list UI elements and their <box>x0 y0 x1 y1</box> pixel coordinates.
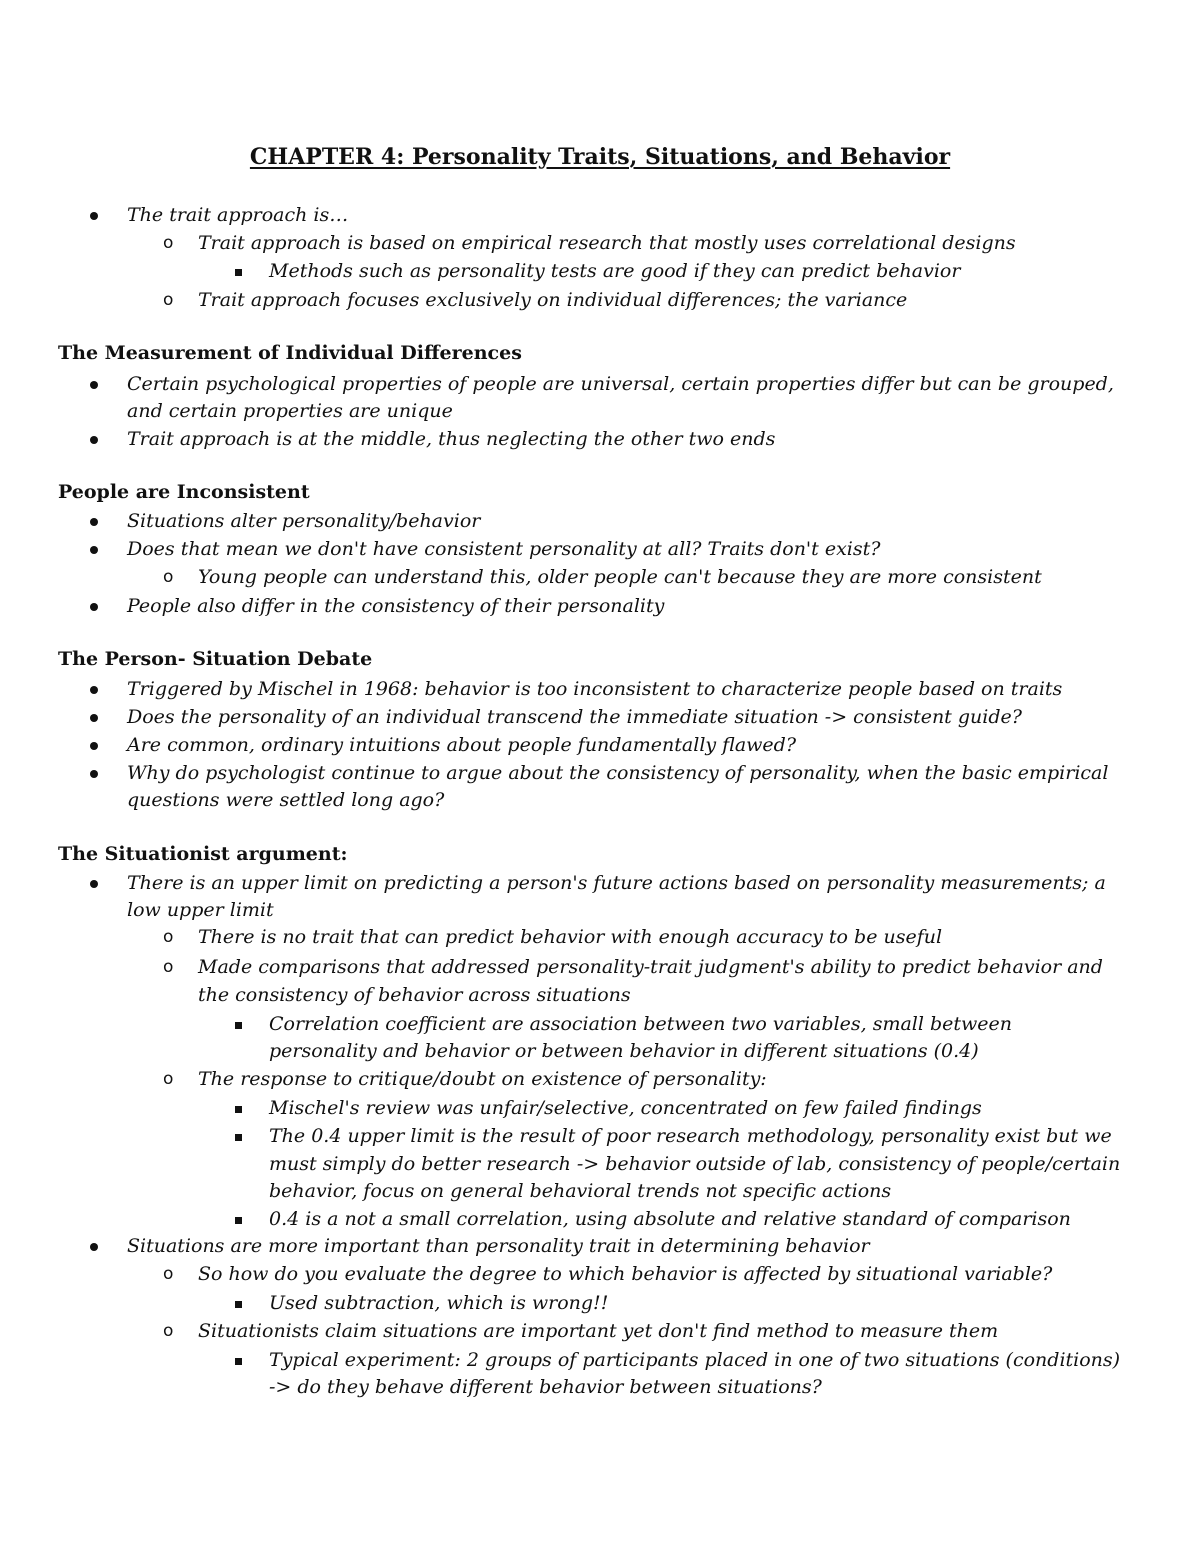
list-item: Does the personality of an individual transcend the immediate situation -> consistent guide? <box>127 706 1022 728</box>
square-bullet-icon <box>235 1095 242 1122</box>
page-title: CHAPTER 4: Personality Traits, Situations, and Behavior <box>249 144 951 170</box>
circle-bullet-icon: o <box>163 290 174 310</box>
list-item: Typical experiment: 2 groups of participants placed in one of two situations (conditions) <box>269 1349 1121 1371</box>
list-item-continuation: low upper limit <box>127 899 274 921</box>
circle-bullet-icon: o <box>163 567 174 587</box>
circle-bullet-icon: o <box>163 1264 174 1284</box>
list-item: Methods such as personality tests are good if they can predict behavior <box>269 260 961 282</box>
list-item: Made comparisons that addressed personality-trait judgment's ability to predict behavior and <box>198 956 1103 978</box>
circle-bullet-icon: o <box>163 1321 174 1341</box>
list-item: Correlation coefficient are association between two variables, small between <box>269 1013 1013 1035</box>
list-item: Certain psychological properties of people are universal, certain properties differ but can be grouped, <box>127 373 1114 395</box>
section-heading: The Situationist argument: <box>58 843 348 865</box>
list-item-continuation: personality and behavior or between behavior in different situations (0.4) <box>269 1040 979 1062</box>
bullet-icon <box>90 760 98 787</box>
square-bullet-icon <box>235 1290 242 1317</box>
list-item: Situationists claim situations are important yet don't find method to measure them <box>198 1320 999 1342</box>
list-item: There is an upper limit on predicting a person's future actions based on personality measurements; a <box>127 872 1106 894</box>
bullet-icon <box>90 202 98 229</box>
list-item-continuation: -> do they behave different behavior between situations? <box>269 1376 822 1398</box>
list-item-continuation: behavior, focus on general behavioral trends not specific actions <box>269 1180 892 1202</box>
bullet-icon <box>90 536 98 563</box>
list-item: Young people can understand this, older people can't because they are more consistent <box>198 566 1042 588</box>
circle-bullet-icon: o <box>163 233 174 253</box>
list-item: Used subtraction, which is wrong!! <box>269 1292 609 1314</box>
list-item: The response to critique/doubt on existence of personality: <box>198 1068 767 1090</box>
list-item: The 0.4 upper limit is the result of poor research methodology, personality exist but we <box>269 1125 1112 1147</box>
section-heading: People are Inconsistent <box>58 481 310 503</box>
square-bullet-icon <box>235 1123 242 1150</box>
list-item: People also differ in the consistency of their personality <box>127 595 665 617</box>
list-item: Situations alter personality/behavior <box>127 510 481 532</box>
square-bullet-icon <box>235 1011 242 1038</box>
list-item: Trait approach is at the middle, thus neglecting the other two ends <box>127 428 776 450</box>
bullet-icon <box>90 732 98 759</box>
bullet-icon <box>90 426 98 453</box>
square-bullet-icon <box>235 258 242 285</box>
list-item-continuation: the consistency of behavior across situations <box>198 984 631 1006</box>
circle-bullet-icon: o <box>163 957 174 977</box>
list-item: There is no trait that can predict behavior with enough accuracy to be useful <box>198 926 943 948</box>
list-item: Does that mean we don't have consistent personality at all? Traits don't exist? <box>127 538 881 560</box>
section-heading: The Measurement of Individual Differences <box>58 342 522 364</box>
list-item: The trait approach is… <box>127 204 349 226</box>
list-item: Triggered by Mischel in 1968: behavior is too inconsistent to characterize people based on traits <box>127 678 1063 700</box>
list-item: Mischel's review was unfair/selective, concentrated on few failed findings <box>269 1097 982 1119</box>
list-item: Why do psychologist continue to argue about the consistency of personality, when the basic empirical <box>127 762 1109 784</box>
bullet-icon <box>90 676 98 703</box>
list-item-continuation: must simply do better research -> behavior outside of lab, consistency of people/certain <box>269 1153 1121 1175</box>
list-item: So how do you evaluate the degree to which behavior is affected by situational variable? <box>198 1263 1053 1285</box>
list-item: Trait approach focuses exclusively on individual differences; the variance <box>198 289 908 311</box>
bullet-icon <box>90 508 98 535</box>
list-item: Situations are more important than personality trait in determining behavior <box>127 1235 870 1257</box>
bullet-icon <box>90 371 98 398</box>
bullet-icon <box>90 870 98 897</box>
square-bullet-icon <box>235 1347 242 1374</box>
bullet-icon <box>90 704 98 731</box>
square-bullet-icon <box>235 1206 242 1233</box>
bullet-icon <box>90 593 98 620</box>
circle-bullet-icon: o <box>163 927 174 947</box>
section-heading: The Person- Situation Debate <box>58 648 373 670</box>
list-item-continuation: and certain properties are unique <box>127 400 453 422</box>
list-item: 0.4 is a not a small correlation, using absolute and relative standard of comparison <box>269 1208 1071 1230</box>
list-item: Are common, ordinary intuitions about people fundamentally flawed? <box>127 734 797 756</box>
circle-bullet-icon: o <box>163 1069 174 1089</box>
list-item-continuation: questions were settled long ago? <box>127 789 445 811</box>
bullet-icon <box>90 1233 98 1260</box>
list-item: Trait approach is based on empirical research that mostly uses correlational designs <box>198 232 1016 254</box>
